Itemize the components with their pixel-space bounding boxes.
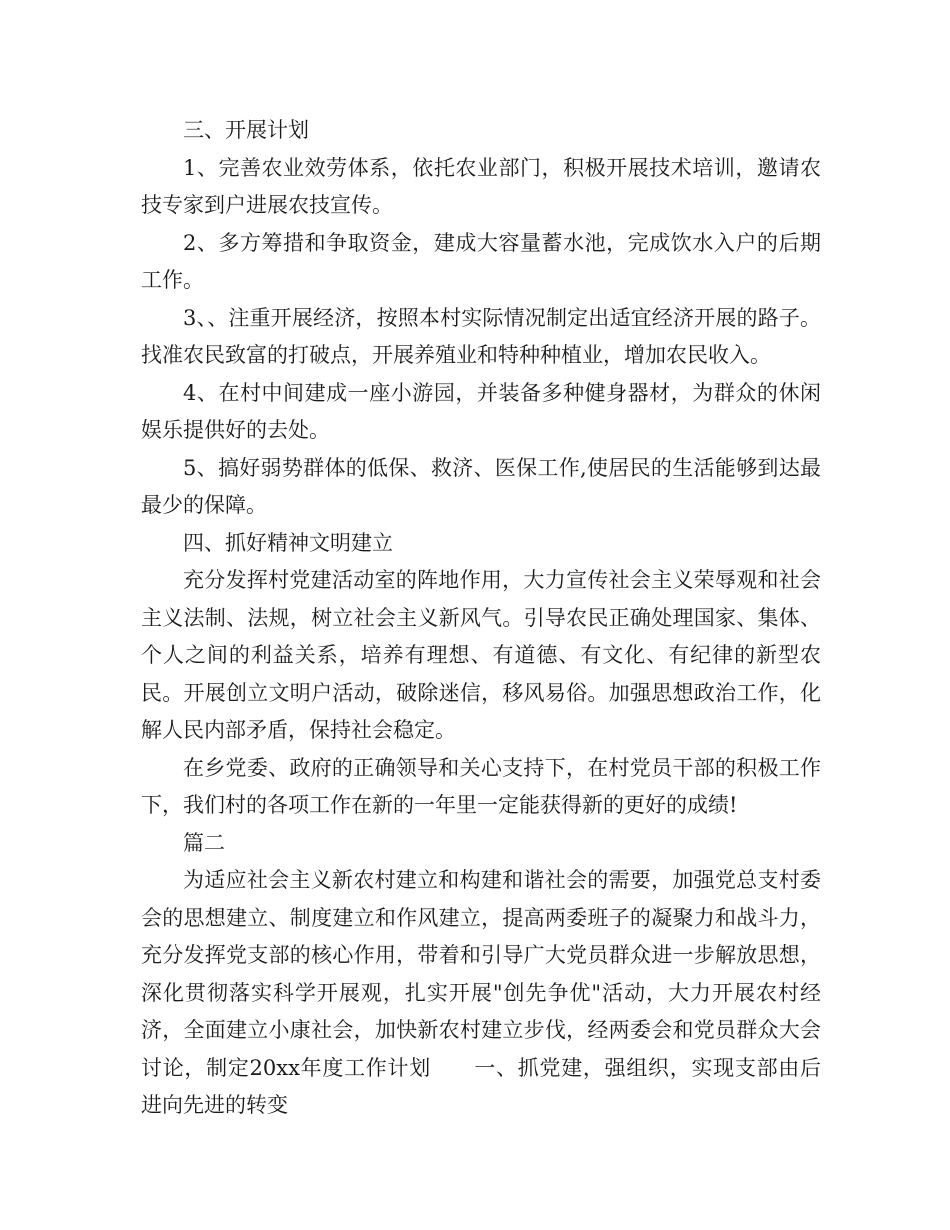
plan-item-3: 3、、注重开展经济，按照本村实际情况制定出适宜经济开展的路子。找准农民致富的打破点，开展养殖业和特种种植业，增加农民收入。: [141, 305, 821, 367]
section-heading-4: 四、抓好精神文明建立: [183, 530, 393, 555]
document-body: [141, 112, 821, 1125]
plan-item-5: 5、搞好弱势群体的低保、救济、医保工作,使居民的生活能够到达最最少的保障。: [141, 455, 821, 517]
body-paragraph: 在乡党委、政府的正确领导和关心支持下，在村党员干部的积极工作下，我们村的各项工作在新的一年里一定能获得新的更好的成绩!: [141, 755, 821, 817]
part-heading: 篇二: [183, 830, 225, 855]
section-heading-3: 三、开展计划: [183, 118, 309, 142]
plan-item-2: 2、多方筹措和争取资金，建成大容量蓄水池，完成饮水入户的后期工作。: [141, 230, 821, 292]
body-paragraph: 充分发挥村党建活动室的阵地作用，大力宣传社会主义荣辱观和社会主义法制、法规，树立社会主义新风气。引导农民正确处理国家、集体、个人之间的利益关系，培养有理想、有道德、有文化、有纪律的新型农民。开展创立文明户活动，破除迷信，移风易俗。加强思想政治工作，化解人民内部矛盾，保持社会稳定。: [141, 568, 821, 742]
plan-item-1: 1、完善农业效劳体系，依托农业部门，积极开展技术培训，邀请农技专家到户进展农技宣传。: [141, 155, 821, 217]
body-paragraph: 为适应社会主义新农村建立和构建和谐社会的需要，加强党总支村委会的思想建立、制度建立和作风建立，提高两委班子的凝聚力和战斗力，充分发挥党支部的核心作用，带着和引导广大党员群众进一步解放思想，深化贯彻落实科学开展观，扎实开展"创先争优"活动，大力开展农村经济，全面建立小康社会，加快新农村建立步伐，经两委会和党员群众大会讨论，制定20xx年度工作计划 一、抓党建，强组织，实现支部由后进向先进的转变: [141, 868, 821, 1117]
plan-item-4: 4、在村中间建成一座小游园，并装备多种健身器材，为群众的休闲娱乐提供好的去处。: [141, 380, 821, 442]
